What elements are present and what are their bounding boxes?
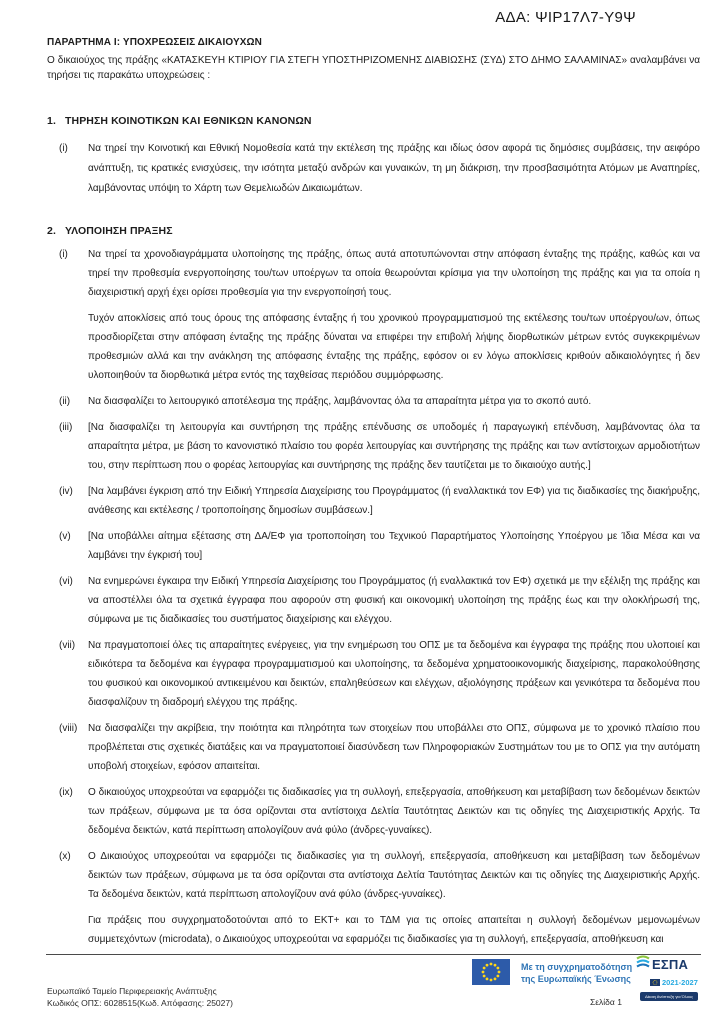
espa-logo <box>636 955 700 1001</box>
item-marker: (iii) <box>59 422 73 433</box>
item-text: Να ενημερώνει έγκαιρα την Ειδική Υπηρεσία Διαχείρισης του Προγράμματος (ή εναλλακτικά τον ΕΦ) σχετικά με την εξέλιξη της πράξης και να αποστέλλει όλα τα σχετικά έγγραφα που αφορούν στη φυσική και οικονομική υλοποίηση της πράξης έως και την ολοκλήρωσή της, σύμφωνα με τις διαδικασίες του συστήματος διαχείρισης και ελέγχου. <box>88 576 700 625</box>
item-marker: (x) <box>59 851 71 862</box>
section-2-items <box>47 245 700 949</box>
item-text: [Να λαμβάνει έγκριση από την Ειδική Υπηρεσία Διαχείρισης του Προγράμματος (ή εναλλακτικά τον ΕΦ) για τις διαδικασίες της διακήρυξης, ανάθεσης και εκτέλεσης / τροποποίησης δημοσίων συμβάσεων.] <box>88 486 700 516</box>
list-item <box>59 719 700 776</box>
intro-paragraph: Ο δικαιούχος της πράξης «ΚΑΤΑΣΚΕΥΗ ΚΤΙΡΙΟΥ ΓΙΑ ΣΤΕΓΗ ΥΠΟΣΤΗΡΙΖΟΜΕΝΗΣ ΔΙΑΒΙΩΣΗΣ (ΣΥΔ) ΣΤΟ ΔΗΜΟ ΣΑΛΑΜΙΝΑΣ» αναλαμβάνει να τηρήσει τις παρακάτω υποχρεώσεις : <box>47 55 700 81</box>
item-marker: (v) <box>59 531 71 542</box>
list-item <box>59 139 700 199</box>
item-marker: (vii) <box>59 640 76 651</box>
section-number: 1. <box>47 115 56 127</box>
item-marker: (iv) <box>59 486 73 497</box>
list-item <box>59 392 700 411</box>
item-marker: (ix) <box>59 787 73 798</box>
list-item <box>59 245 700 385</box>
section-2-heading <box>47 225 700 237</box>
section-title: ΤΗΡΗΣΗ ΚΟΙΝΟΤΙΚΩΝ ΚΑΙ ΕΘΝΙΚΩΝ ΚΑΝΟΝΩΝ <box>65 115 312 127</box>
list-item <box>59 418 700 475</box>
list-item <box>59 636 700 712</box>
footer-code-line: Κωδικός ΟΠΣ: 6028515(Κωδ. Απόφασης: 25027) <box>47 997 233 1008</box>
item-marker: (ii) <box>59 396 71 407</box>
mini-eu-flag-icon <box>650 973 660 991</box>
espa-tagline: Δίκαιη Ανάπτυξη για Όλους <box>644 994 694 999</box>
footer-info <box>47 986 233 1009</box>
item-text: Να τηρεί την Κοινοτική και Εθνική Νομοθεσία κατά την εκτέλεση της πράξης και ιδίως όσον αφορά τις δημόσιες συμβάσεις, την αειφόρο ανάπτυξη, τις κρατικές ενισχύσεις, την ισότητα μεταξύ ανδρών και γυναικών, τη μη διάκριση, την προσβασιμότητα Ατόμων με Αναπηρίες, λαμβάνοντας υπόψη το Χάρτη των Θεμελιωδών Δικαιωμάτων. <box>88 143 700 194</box>
page-title: ΠΑΡΑΡΤΗΜΑ Ι: ΥΠΟΧΡΕΩΣΕΙΣ ΔΙΚΑΙΟΥΧΩΝ <box>47 37 262 48</box>
document-body <box>47 37 700 956</box>
list-item <box>59 482 700 520</box>
item-text: [Να διασφαλίζει τη λειτουργία και συντήρηση της πράξης επένδυσης σε υποδομές ή παραγωγική επένδυση, λαμβάνοντας όλα τα απαραίτητα μέτρα, με βάση το κανονιστικό πλαίσιο του φορέα λειτουργίας και συντήρησης της πράξης και των αντίστοιχων αρμοδιοτήτων του, στην περίπτωση που ο φορέας λειτουργίας και συντήρησης της πράξης δεν ταυτίζεται με το δικαιούχο αυτής.] <box>88 422 700 471</box>
item-text: Να πραγματοποιεί όλες τις απαραίτητες ενέργειες, για την ενημέρωση του ΟΠΣ με τα δεδομένα και έγγραφα της πράξης που υλοποιεί και ειδικότερα τα δεδομένα και έγγραφα προγραμματισμού και υλοποίησης, τα δεδομένα χρηματοοικονομικής διαχείρισης, παρακολούθησης του φυσικού και οικονομικού αντικειμένου και δεικτών, επαληθεύσεων και ελέγχων, αξιολόγησης πράξεων και γενικότερα τα δεδομένα που διασφαλίζουν τη διαδρομή ελέγχου της πράξης. <box>88 640 700 708</box>
item-marker: (vi) <box>59 576 73 587</box>
footer-fund-line: Ευρωπαϊκό Ταμείο Περιφερειακής Ανάπτυξης <box>47 986 217 996</box>
item-text: Ο δικαιούχος υποχρεούται να εφαρμόζει τις διαδικασίες για τη συλλογή, επεξεργασία, αποθήκευση και μεταβίβαση των δεδομένων δεικτών των πράξεων, σύμφωνα με τα όσα ορίζονται στα αντίστοιχα Δελτία Ταυτότητας Δεικτών και τις οδηγίες της Διαχειριστικής Αρχής. Τα δεδομένα δεικτών, κατά περίπτωση απολογίζουν ανά φύλο (άνδρες-γυναίκες). <box>88 787 700 836</box>
item-text: Να διασφαλίζει την ακρίβεια, την ποιότητα και πληρότητα των στοιχείων που υποβάλλει στο ΟΠΣ, σύμφωνα με το χρονικό πλαίσιο που προβλέπεται στις σχετικές διατάξεις και να πραγματοποιεί διασύνδεση των Πληροφοριακών Συστημάτων του με το ΟΠΣ για την αυτόματη υποβολή στοιχείων, εφόσον απαιτείται. <box>88 723 700 772</box>
list-item <box>59 527 700 565</box>
item-marker: (i) <box>59 249 68 260</box>
item-text: Να διασφαλίζει το λειτουργικό αποτέλεσμα της πράξης, λαμβάνοντας όλα τα απαραίτητα μέτρα για το σκοπό αυτό. <box>88 396 592 407</box>
ada-code: ΑΔΑ: ΨΙΡ17Λ7-Υ9Ψ <box>495 9 636 26</box>
item-text: Για πράξεις που συγχρηματοδοτούνται από το ΕΚΤ+ και το ΤΔΜ για τις οποίες απαιτείται η συλλογή δεδομένων μεμονωμένων συμμετεχόντων (microdata), ο Δικαιούχος υποχρεούται να εφαρμόζει τις διαδικασίες για τη συλλογή, επεξεργασία, αποθήκευση και <box>88 915 700 945</box>
list-item <box>59 572 700 629</box>
eu-flag-icon <box>472 959 510 985</box>
section-title: ΥΛΟΠΟΙΗΣΗ ΠΡΑΞΗΣ <box>65 225 173 237</box>
item-text: [Να υποβάλλει αίτημα εξέτασης στη ΔΑ/ΕΦ για τροποποίηση του Τεχνικού Παραρτήματος Υλοποίησης Υποέργου με Ίδια Μέσα και να λαμβάνει την έγκρισή του] <box>88 531 700 561</box>
espa-years: 2021-2027 <box>662 977 698 987</box>
list-item <box>59 783 700 840</box>
footer-divider <box>46 954 701 955</box>
list-item <box>59 847 700 949</box>
cofinance-label: Με τη συγχρηματοδότηση της Ευρωπαϊκής Ένωσης <box>521 962 633 984</box>
espa-wordmark: ΕΣΠΑ <box>652 956 689 972</box>
section-number: 2. <box>47 225 56 237</box>
item-text: Ο Δικαιούχος υποχρεούται να εφαρμόζει τις διαδικασίες για τη συλλογή, επεξεργασία, αποθήκευση και μεταβίβαση των δεδομένων δεικτών των πράξεων, σύμφωνα με τα όσα ορίζονται στα αντίστοιχα Δελτία Ταυτότητας Δεικτών και τις οδηγίες της Διαχειριστικής Αρχής. Τα δεδομένα δεικτών, κατά περίπτωση απολογίζουν ανά φύλο (άνδρες-γυναίκες). <box>88 851 700 900</box>
section-1-heading <box>47 115 700 127</box>
espa-wave-icon <box>636 955 650 973</box>
item-marker: (viii) <box>59 723 78 734</box>
item-marker: (i) <box>59 143 68 154</box>
item-text: Να τηρεί τα χρονοδιαγράμματα υλοποίησης της πράξης, όπως αυτά αποτυπώνονται στην απόφαση ένταξης της πράξης, καθώς και να τηρεί την προθεσμία ενεργοποίησης του/των υποέργων τα οποία θεωρούνται κρίσιμα για την υλοποίηση της πράξης και για τα οποία η διαχειριστική αρχή έχει ορίσει προθεσμία για την ενεργοποίησή τους. <box>88 249 700 298</box>
page-number: Σελίδα 1 <box>590 997 622 1007</box>
item-text: Τυχόν αποκλίσεις από τους όρους της απόφασης ένταξης ή του χρονικού προγραμματισμού της εκτέλεσης του/των υποέργου/ων, όπως προσδιορίζεται στην απόφαση ένταξης της πράξης δύναται να επιφέρει την επιβολή λήψης διορθωτικών μέτρων εντός συγκεκριμένων προθεσμιών αλλά και την ανάκληση της απόφασης ένταξης της πράξης, εφόσον οι εν λόγω αποκλίσεις κριθούν αδικαιολόγητες ή δεν υλοποιηθούν τα διορθωτικά μέτρα εντός της ταχθείσας περιόδου συμμόρφωσης. <box>88 313 700 381</box>
espa-tagline-bar <box>640 992 698 1001</box>
